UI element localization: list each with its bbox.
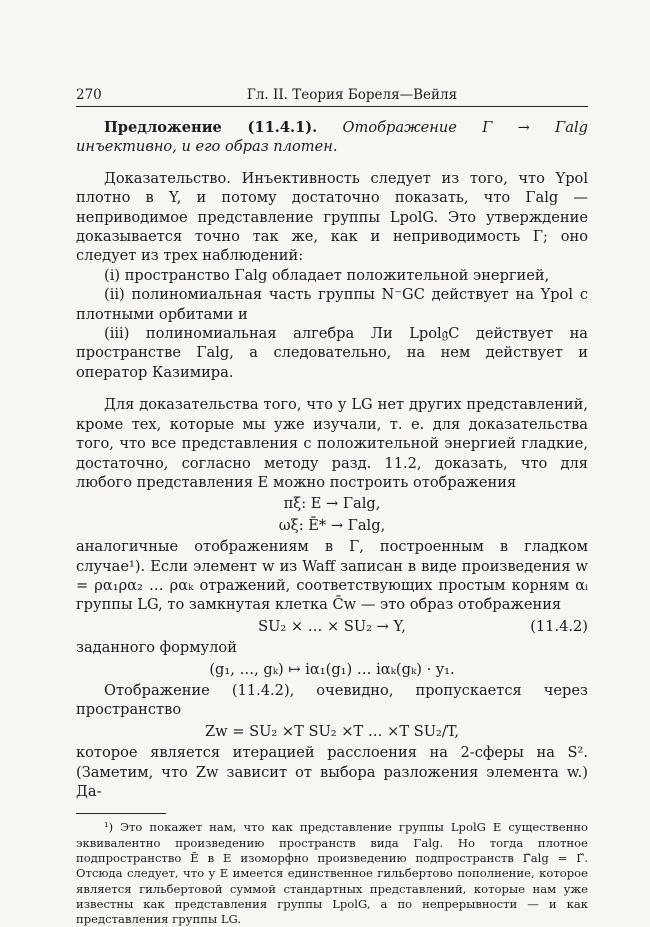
- page-number: 270: [76, 87, 102, 103]
- paragraph-cell: аналогичные отображениям в Γ, построенным в гладком случае¹). Если элемент w из Waff записан в виде произведения w = ρα₁ρα₂ … ραₖ отражений, соответствующих простым корням αᵢ группы LG, то замкнутая клетка C̄w — это образ отображения: [76, 538, 588, 614]
- formula-omega-map: ωξ: Ē* → Γalg,: [278, 516, 386, 534]
- proposition-statement: Отображение Γ → Γalg инъективно, и его образ плотен.: [76, 119, 588, 156]
- formula-zw: Zw = SU₂ ×T SU₂ ×T … ×T SU₂/T,: [204, 722, 460, 740]
- formula-g-map: (g₁, …, gₖ) ↦ iα₁(g₁) … iαₖ(gₖ) · y₁.: [209, 660, 455, 678]
- proposition-label: Предложение (11.4.1).: [104, 119, 318, 136]
- proof-intro: Доказательство. Инъективность следует из того, что Ypol плотно в Y, и потому достаточно показать, что Γalg — неприводимое представление группы LpolG. Это утверждение доказывается точно так же, как и неприводимость Γ; оно следует из трех наблюдений:: [76, 169, 588, 265]
- page-header: [76, 86, 588, 107]
- proposition: [76, 118, 588, 157]
- observation-2: (ii) полиномиальная часть группы N⁻GC действует на Ypol с плотными орбитами и: [76, 286, 588, 323]
- formula-11-4-2: [76, 617, 588, 636]
- observation-1: (i) пространство Γalg обладает положительной энергией,: [104, 266, 550, 284]
- formula-11-4-2-body: SU₂ × … × SU₂ → Y,: [258, 617, 406, 635]
- paragraph-factorization: Отображение (11.4.2), очевидно, пропускается через пространство: [76, 681, 588, 719]
- given-by-text: заданного формулой: [76, 639, 237, 657]
- page-body: [76, 118, 588, 927]
- running-title: Гл. II. Теория Бореля—Вейля: [246, 87, 458, 103]
- footnote: ¹) Это покажет нам, что как представление группы LpolG E существенно эквивалентно произведению пространств вида Γalg. Но тогда плотное подпространство Ē в E изоморфно произведению подпространств Γ̌alg = Γ̌. Отсюда следует, что у E имеется единственное гильбертово пополнение, которое является гильбертовой суммой стандартных представлений, которые нам уже известны как представления группы LpolG, а по непрерывности — и как представления группы LG.: [76, 820, 588, 927]
- paragraph-smoothness: Для доказательства того, что у LG нет других представлений, кроме тех, которые мы уже изучали, т. е. для доказательства того, что все представления с положительной энергией гладкие, достаточно, согласно методу разд. 11.2, доказать, что для любого представления E можно построить отображения: [76, 396, 588, 491]
- observation-3: (iii) полиномиальная алгебра Ли Lpol𝔤C действует на пространстве Γalg, а следовательно, на нем действует и оператор Казимира.: [76, 325, 588, 381]
- equation-number: (11.4.2): [530, 617, 588, 635]
- formula-pi-map: πξ: E → Γalg,: [283, 495, 381, 513]
- footnote-rule: [76, 813, 166, 814]
- paragraph-sphere-bundle: которое является итерацией расслоения на 2-сферы на S². (Заметим, что Zw зависит от выбора разложения элемента w.) Да-: [76, 744, 588, 800]
